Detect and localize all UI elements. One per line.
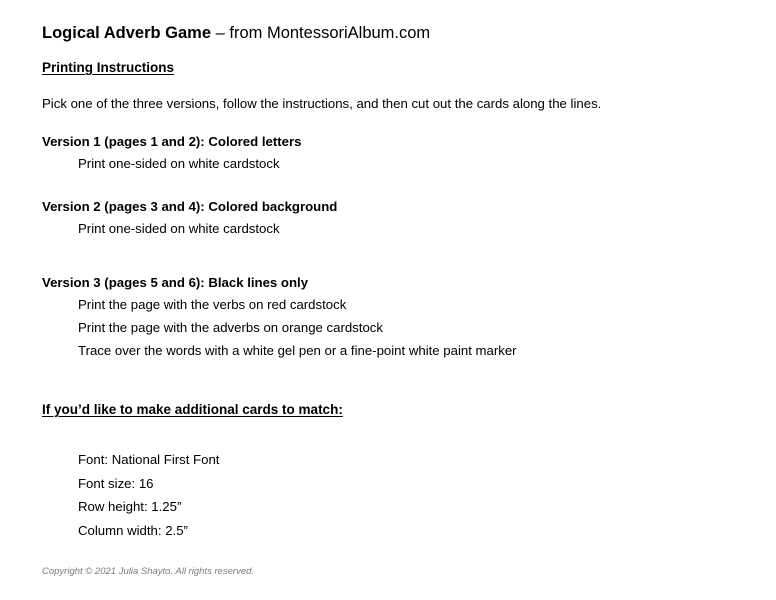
additional-cards-heading-row — [42, 400, 732, 420]
version-3-heading: Version 3 (pages 5 and 6): Black lines only — [42, 275, 309, 290]
spec-row-height: Row height: 1.25” — [78, 499, 182, 514]
printing-instructions-heading-row — [42, 58, 732, 78]
version-1-heading: Version 1 (pages 1 and 2): Colored letters — [42, 134, 302, 149]
printing-instructions-heading: Printing Instructions — [42, 60, 175, 75]
version-3-step-2: Print the page with the adverbs on orange cardstock — [78, 320, 383, 335]
version-block-1 — [42, 131, 732, 175]
spacer-before-specs — [42, 436, 732, 448]
version-3-step-3: Trace over the words with a white gel pen or a fine-point white paint marker — [78, 343, 517, 358]
page-title — [42, 22, 732, 44]
spec-font-size: Font size: 16 — [78, 475, 154, 491]
spacer-after-version-1 — [42, 175, 732, 196]
intro-text: Pick one of the three versions, follow the instructions, and then cut out the cards along the lines. — [42, 96, 602, 111]
spec-column-width: Column width: 2.5” — [78, 522, 188, 538]
version-block-3 — [42, 272, 732, 362]
version-2-heading: Version 2 (pages 3 and 4): Colored background — [42, 199, 338, 214]
version-3-step-1: Print the page with the verbs on red cardstock — [78, 297, 347, 312]
additional-cards-heading: If you’d like to make additional cards to match: — [42, 402, 343, 417]
page-title-main: Logical Adverb Game — [42, 24, 212, 42]
copyright-footer: Copyright © 2021 Julia Shayto. All rights reserved. — [42, 566, 255, 577]
spacer-after-version-2 — [42, 240, 732, 272]
spec-font: Font: National First Font — [78, 452, 220, 467]
spacer-after-intro — [42, 114, 732, 131]
version-1-step-1: Print one-sided on white cardstock — [78, 156, 280, 171]
version-block-2 — [42, 196, 732, 240]
page-title-source: – from MontessoriAlbum.com — [211, 24, 431, 42]
spacer-before-additional — [42, 362, 732, 400]
version-2-step-1: Print one-sided on white cardstock — [78, 221, 280, 236]
